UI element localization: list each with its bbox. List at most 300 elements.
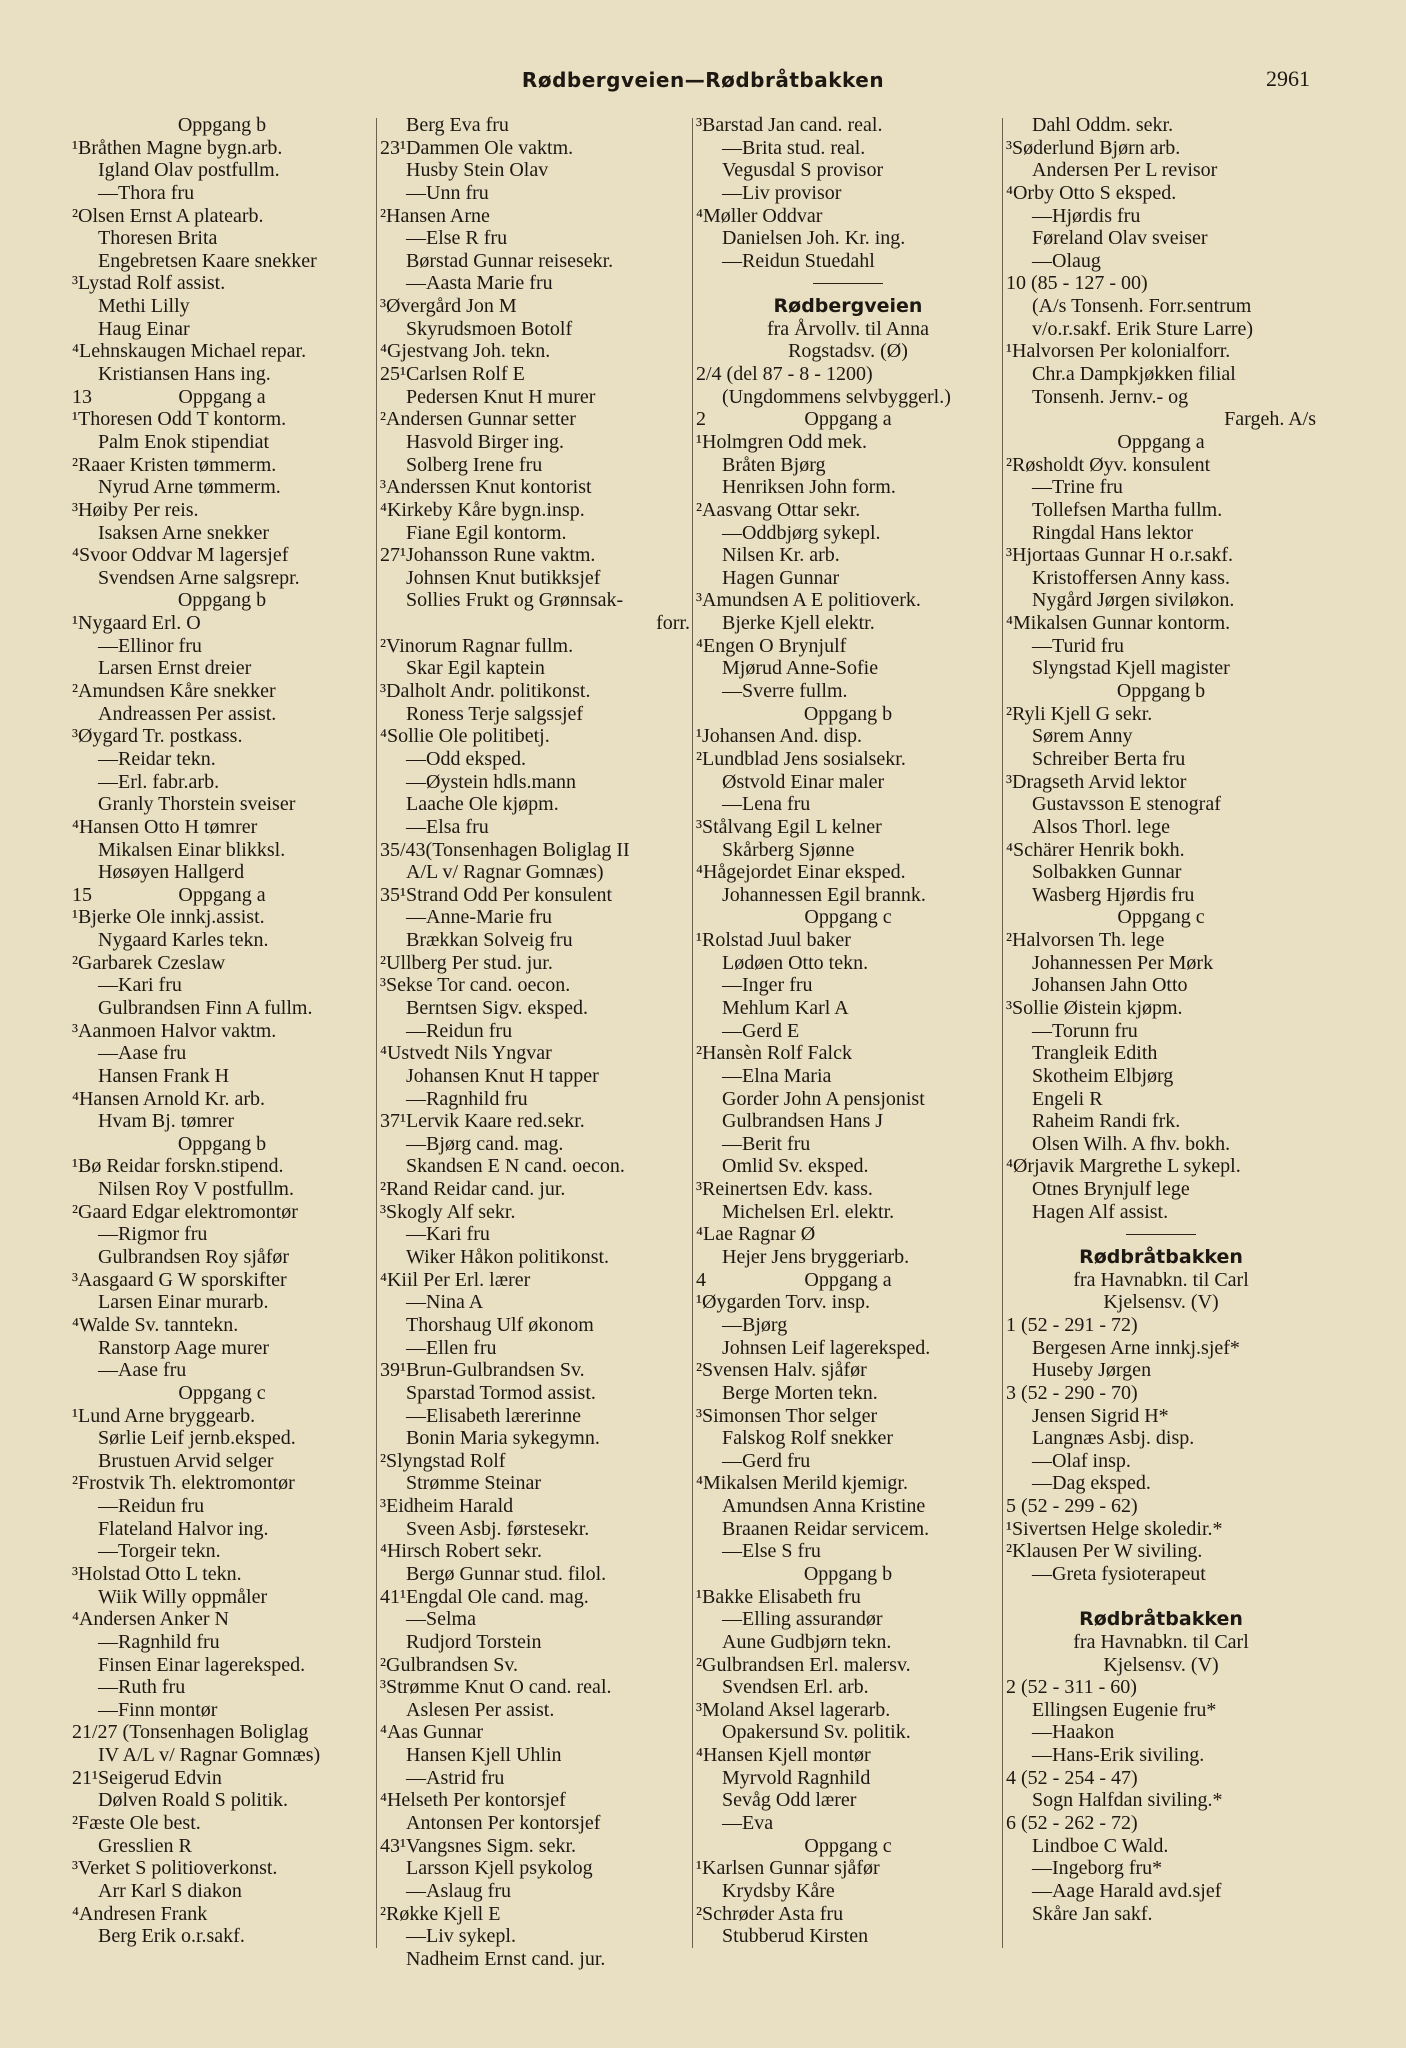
directory-entry: [72, 363, 372, 386]
street-heading: [696, 295, 1000, 318]
entry-text: —Olaug: [1032, 249, 1101, 272]
directory-entry: [72, 1835, 372, 1858]
entry-text: ⁴Hansen Arnold Kr. arb.: [72, 1087, 266, 1110]
directory-entry: [696, 227, 1000, 250]
entry-text: Larsson Kjell psykolog: [406, 1857, 593, 1880]
directory-entry: [72, 1246, 372, 1269]
directory-entry: [1006, 114, 1316, 137]
entry-text: Ranstorp Aage murer: [98, 1336, 270, 1359]
entry-text: ⁴Ustvedt Nils Yngvar: [380, 1042, 552, 1065]
entry-text: Berntsen Sigv. eksped.: [406, 996, 589, 1019]
entry-text: Skyrudsmoen Botolf: [406, 317, 573, 340]
entry-text: —Aasta Marie fru: [406, 272, 553, 295]
section-label: [72, 386, 372, 409]
directory-entry: [380, 522, 690, 545]
directory-entry: [72, 680, 372, 703]
directory-entry: [380, 182, 690, 205]
entry-text: ¹Johansen And. disp.: [696, 725, 862, 748]
directory-entry: [696, 1586, 1000, 1609]
directory-entry: [380, 340, 690, 363]
entry-text: Slyngstad Kjell magister: [1032, 657, 1230, 680]
entry-text: —Astrid fru: [406, 1766, 505, 1789]
entry-text: Pedersen Knut H murer: [406, 385, 596, 408]
entry-text: —Olaf insp.: [1032, 1449, 1131, 1472]
spacer: [1006, 1586, 1316, 1609]
directory-entry: [696, 522, 1000, 545]
directory-entry: [1006, 1744, 1316, 1767]
directory-entry: [72, 771, 372, 794]
directory-entry: [380, 861, 690, 884]
directory-entry: [380, 544, 690, 567]
entry-text: 21¹Seigerud Edvin: [72, 1766, 222, 1789]
entry-text: Igland Olav postfullm.: [98, 159, 280, 182]
entry-text: Henriksen John form.: [722, 476, 896, 499]
directory-entry: [696, 589, 1000, 612]
entry-text: ²Vinorum Ragnar fullm.: [380, 634, 574, 657]
directory-entry: [72, 1291, 372, 1314]
entry-text: Omlid Sv. eksped.: [722, 1155, 869, 1178]
directory-entry: [696, 1903, 1000, 1926]
directory-entry: [72, 1925, 372, 1948]
entry-text: ⁴Schärer Henrik bokh.: [1006, 838, 1185, 861]
directory-entry: [696, 1495, 1000, 1518]
directory-entry: [72, 952, 372, 975]
directory-entry: [696, 997, 1000, 1020]
directory-entry: [696, 1789, 1000, 1812]
directory-entry: [72, 522, 372, 545]
directory-entry: [1006, 363, 1316, 386]
entry-text: 21/27 (Tonsenhagen Boliglag: [72, 1721, 309, 1744]
directory-entry: [72, 1088, 372, 1111]
entry-text: Kristiansen Hans ing.: [98, 363, 271, 386]
entry-text: Ellingsen Eugenie fru*: [1032, 1698, 1217, 1721]
directory-entry: [380, 1133, 690, 1156]
entry-text: ⁴Hirsch Robert sekr.: [380, 1540, 542, 1563]
directory-entry: [380, 1246, 690, 1269]
directory-entry: [696, 1812, 1000, 1835]
directory-entry: [380, 1155, 690, 1178]
directory-entry: [72, 997, 372, 1020]
section-label: [1006, 1631, 1316, 1654]
entry-text: ²Halvorsen Th. lege: [1006, 929, 1165, 952]
entry-text: Johansen Knut H tapper: [406, 1064, 599, 1087]
entry-text: ⁴Hågejordet Einar eksped.: [696, 861, 906, 884]
directory-entry: [696, 1110, 1000, 1133]
entry-text: Larsen Einar murarb.: [98, 1291, 269, 1314]
entry-text: Johnsen Knut butikksjef: [406, 566, 601, 589]
directory-entry: [72, 748, 372, 771]
entry-text: Oppgang b: [1116, 680, 1206, 703]
section-label: [1006, 906, 1316, 929]
entry-text: ⁴Sollie Ole politibetj.: [380, 725, 550, 748]
entry-text: Hagen Alf assist.: [1032, 1200, 1169, 1223]
entry-text: Laache Ole kjøpm.: [406, 793, 559, 816]
entry-text: —Gerd E: [722, 1019, 800, 1042]
directory-entry: [696, 159, 1000, 182]
entry-text: Gulbrandsen Roy sjåfør: [98, 1246, 290, 1269]
entry-text: —Ellen fru: [406, 1336, 497, 1359]
directory-entry: [1006, 1405, 1316, 1428]
directory-entry: [380, 635, 690, 658]
entry-text: Kjelsensv. (V): [1103, 1653, 1219, 1676]
directory-entry: [72, 340, 372, 363]
entry-text: Haug Einar: [98, 317, 190, 340]
entry-text: Johansen Jahn Otto: [1032, 974, 1188, 997]
directory-entry: [1006, 1880, 1316, 1903]
entry-text: Solberg Irene fru: [406, 453, 543, 476]
directory-entry: [72, 272, 372, 295]
directory-entry: [380, 589, 690, 612]
entry-text: Lødøen Otto tekn.: [722, 951, 869, 974]
entry-text: Sevåg Odd lærer: [722, 1789, 857, 1812]
directory-entry: [696, 1654, 1000, 1677]
directory-entry: [1006, 1133, 1316, 1156]
entry-text: A/L v/ Ragnar Gomnæs): [406, 861, 604, 884]
entry-text: ³Reinertsen Edv. kass.: [696, 1178, 873, 1201]
directory-entry: [380, 1880, 690, 1903]
entry-text: ²Aasvang Ottar sekr.: [696, 498, 861, 521]
directory-entry: [1006, 1518, 1316, 1541]
directory-entry: [1006, 1903, 1316, 1926]
entry-text: —Reidun fru: [406, 1019, 513, 1042]
entry-text: ³Barstad Jan cand. real.: [696, 114, 883, 136]
directory-entry: [696, 771, 1000, 794]
entry-text: Lindboe C Wald.: [1032, 1834, 1169, 1857]
entry-text: Oppgang c: [1117, 906, 1205, 929]
entry-text: Nygård Jørgen siviløkon.: [1032, 589, 1235, 612]
house-number: 15: [72, 883, 92, 906]
directory-entry: [72, 1631, 372, 1654]
directory-entry: [1006, 816, 1316, 839]
entry-text: —Gerd fru: [722, 1449, 811, 1472]
street-heading: [1006, 1608, 1316, 1631]
entry-text: Kristoffersen Anny kass.: [1032, 566, 1230, 589]
directory-entry: [72, 1880, 372, 1903]
entry-text: ⁴Gjestvang Joh. tekn.: [380, 340, 551, 363]
entry-text: Oppgang b: [803, 702, 893, 725]
entry-text: ⁴Helseth Per kontorsjef: [380, 1789, 566, 1812]
directory-entry: [380, 816, 690, 839]
entry-text: Gorder John A pensjonist: [722, 1087, 925, 1110]
directory-entry: [696, 363, 1000, 386]
directory-entry: [380, 205, 690, 228]
directory-entry: [696, 1337, 1000, 1360]
entry-text: Østvold Einar maler: [722, 770, 885, 793]
entry-text: Johnsen Leif lagereksped.: [722, 1336, 931, 1359]
entry-text: Danielsen Joh. Kr. ing.: [722, 227, 906, 250]
directory-column-2: [380, 114, 690, 1971]
directory-entry: [1006, 544, 1316, 567]
section-label: [1006, 1269, 1316, 1292]
directory-entry: [380, 476, 690, 499]
entry-text: ⁴Kirkeby Kåre bygn.insp.: [380, 498, 585, 521]
entry-text: Granly Thorstein sveiser: [98, 793, 296, 816]
entry-text: 6 (52 - 262 - 72): [1006, 1812, 1138, 1835]
directory-entry: [1006, 522, 1316, 545]
entry-text: Svendsen Arne salgsrepr.: [98, 566, 300, 589]
entry-text: —Aase fru: [98, 1359, 187, 1382]
entry-text: Strømme Steinar: [406, 1472, 541, 1495]
entry-text: ³Verket S politioverkonst.: [72, 1857, 278, 1880]
directory-entry: [696, 635, 1000, 658]
directory-entry: [696, 1065, 1000, 1088]
entry-text: Berg Erik o.r.sakf.: [98, 1925, 245, 1948]
entry-text: ²Garbarek Czeslaw: [72, 951, 226, 974]
entry-text: Fargeh. A/s: [1224, 408, 1316, 431]
directory-entry: [380, 1291, 690, 1314]
directory-entry: [380, 454, 690, 477]
directory-entry: [1006, 1540, 1316, 1563]
entry-text: Oppgang a: [1117, 430, 1205, 453]
entry-text: ¹Sivertsen Helge skoledir.*: [1006, 1517, 1223, 1540]
entry-text: Bergesen Arne innkj.sjef*: [1032, 1336, 1240, 1359]
entry-text: ²Gulbrandsen Sv.: [380, 1653, 519, 1676]
entry-text: Nygaard Karles tekn.: [98, 929, 269, 952]
section-divider: [1006, 1223, 1316, 1246]
entry-text: Vegusdal S provisor: [722, 159, 884, 182]
entry-text: —Brita stud. real.: [722, 136, 866, 159]
directory-entry: [72, 1427, 372, 1450]
entry-text: ⁴Mikalsen Gunnar kontorm.: [1006, 612, 1231, 635]
entry-text: ²Hansèn Rolf Falck: [696, 1042, 852, 1065]
entry-text: —Haakon: [1032, 1721, 1115, 1744]
directory-entry: [72, 1065, 372, 1088]
directory-entry: [1006, 1337, 1316, 1360]
entry-text: Wiik Willy oppmåler: [98, 1585, 268, 1608]
entry-text: ³Strømme Knut O cand. real.: [380, 1676, 612, 1699]
entry-text: 35¹Strand Odd Per konsulent: [380, 883, 613, 906]
entry-text: ²Rand Reidar cand. jur.: [380, 1178, 566, 1201]
directory-entry: [380, 1337, 690, 1360]
entry-text: Hasvold Birger ing.: [406, 430, 564, 453]
entry-text: —Ragnhild fru: [98, 1630, 220, 1653]
directory-entry: [380, 1495, 690, 1518]
directory-entry: [72, 1495, 372, 1518]
entry-text: ¹Thoresen Odd T kontorm.: [72, 408, 287, 431]
entry-text: —Torgeir tekn.: [98, 1540, 221, 1563]
directory-entry: [380, 1744, 690, 1767]
entry-text: (Ungdommens selvbyggerl.): [722, 385, 951, 408]
directory-entry: [1006, 612, 1316, 635]
entry-text: Roness Terje salgssjef: [406, 702, 584, 725]
house-number: 2: [696, 408, 706, 431]
entry-text: Bjerke Kjell elektr.: [722, 612, 875, 635]
entry-text: Sogn Halfdan siviling.*: [1032, 1789, 1223, 1812]
directory-entry: [696, 499, 1000, 522]
entry-text: Fiane Egil kontorm.: [406, 521, 567, 544]
directory-entry: [72, 205, 372, 228]
entry-text: ²Raaer Kristen tømmerm.: [72, 453, 277, 476]
directory-entry: [72, 1586, 372, 1609]
directory-entry: [1006, 884, 1316, 907]
entry-text: Rødbråtbakken: [1079, 1608, 1243, 1631]
directory-entry-continuation: [380, 612, 690, 635]
directory-entry: [696, 1359, 1000, 1382]
directory-entry: [696, 1314, 1000, 1337]
directory-entry: [696, 952, 1000, 975]
entry-text: —Ingeborg fru*: [1032, 1857, 1163, 1880]
entry-text: —Dag eksped.: [1032, 1472, 1151, 1495]
directory-entry: [1006, 1088, 1316, 1111]
directory-entry: [696, 431, 1000, 454]
entry-text: 1 (52 - 291 - 72): [1006, 1313, 1138, 1336]
entry-text: Dahl Oddm. sekr.: [1032, 114, 1174, 136]
entry-text: Oppgang a: [178, 883, 266, 906]
entry-text: ¹Bjerke Ole innkj.assist.: [72, 906, 265, 929]
entry-text: Oppgang b: [177, 589, 267, 612]
directory-entry: [1006, 1676, 1316, 1699]
directory-entry: [1006, 839, 1316, 862]
entry-text: ²Klausen Per W siviling.: [1006, 1540, 1203, 1563]
directory-entry: [696, 1857, 1000, 1880]
entry-text: Wiker Håkon politikonst.: [406, 1246, 610, 1269]
entry-text: Hagen Gunnar: [722, 566, 840, 589]
directory-entry: [380, 318, 690, 341]
entry-text: ³Lystad Rolf assist.: [72, 272, 226, 295]
entry-text: Berg Eva fru: [406, 114, 509, 136]
directory-entry: [72, 793, 372, 816]
entry-text: ³Aasgaard G W sporskifter: [72, 1268, 287, 1291]
directory-entry: [72, 1903, 372, 1926]
section-label: [72, 589, 372, 612]
entry-text: Kjelsensv. (V): [1103, 1291, 1219, 1314]
house-number: 13: [72, 385, 92, 408]
entry-text: Skårberg Sjønne: [722, 838, 855, 861]
entry-text: Sveen Asbj. førstesekr.: [406, 1517, 590, 1540]
page-number: 2961: [1266, 66, 1310, 91]
directory-entry: [1006, 1450, 1316, 1473]
entry-text: Rødbråtbakken: [1079, 1246, 1243, 1269]
entry-text: Mehlum Karl A: [722, 996, 849, 1019]
directory-entry: [72, 1450, 372, 1473]
directory-entry: [696, 1631, 1000, 1654]
directory-entry: [696, 386, 1000, 409]
directory-entry: [696, 1246, 1000, 1269]
entry-text: Gresslien R: [98, 1834, 192, 1857]
directory-entry: [72, 1337, 372, 1360]
entry-text: Myrvold Ragnhild: [722, 1766, 871, 1789]
entry-text: Gulbrandsen Finn A fullm.: [98, 996, 313, 1019]
house-number: 4: [696, 1268, 706, 1291]
entry-text: Isaksen Arne snekker: [98, 521, 270, 544]
entry-text: Gulbrandsen Hans J: [722, 1110, 884, 1133]
directory-entry: [380, 1314, 690, 1337]
entry-text: Larsen Ernst dreier: [98, 657, 252, 680]
directory-entry: [696, 725, 1000, 748]
directory-entry: [72, 1110, 372, 1133]
section-label: [1006, 431, 1316, 454]
entry-text: ¹Bakke Elisabeth fru: [696, 1585, 861, 1608]
directory-entry: [72, 1155, 372, 1178]
directory-entry: [72, 861, 372, 884]
entry-text: —Hjørdis fru: [1032, 204, 1141, 227]
directory-entry: [380, 1223, 690, 1246]
directory-entry: [696, 182, 1000, 205]
entry-text: ⁴Andresen Frank: [72, 1902, 208, 1925]
directory-entry: [380, 431, 690, 454]
directory-entry: [380, 295, 690, 318]
directory-entry: [72, 974, 372, 997]
directory-entry: [380, 1042, 690, 1065]
entry-text: ¹Øygarden Torv. insp.: [696, 1291, 871, 1314]
directory-entry: [1006, 1201, 1316, 1224]
directory-entry: [696, 137, 1000, 160]
directory-entry: [1006, 1857, 1316, 1880]
directory-entry: [380, 1699, 690, 1722]
entry-text: Oppgang c: [178, 1381, 266, 1404]
directory-entry: [380, 1925, 690, 1948]
directory-entry: [72, 1405, 372, 1428]
directory-entry: [380, 1450, 690, 1473]
entry-text: v/o.r.sakf. Erik Sture Larre): [1032, 317, 1254, 340]
entry-text: fra Årvollv. til Anna: [766, 317, 929, 340]
directory-entry: [380, 227, 690, 250]
entry-text: ⁴Mikalsen Merild kjemigr.: [696, 1472, 908, 1495]
directory-entry: [380, 1427, 690, 1450]
entry-text: Johannessen Per Mørk: [1032, 951, 1214, 974]
directory-entry: [696, 114, 1000, 137]
entry-text: ¹Bø Reidar forskn.stipend.: [72, 1155, 284, 1178]
entry-text: (A/s Tonsenh. Forr.sentrum: [1032, 295, 1252, 318]
directory-entry: [380, 997, 690, 1020]
entry-text: Gustavsson E stenograf: [1032, 793, 1221, 816]
entry-text: Skar Egil kaptein: [406, 657, 545, 680]
directory-entry: [1006, 771, 1316, 794]
entry-text: ¹Bråthen Magne bygn.arb.: [72, 136, 283, 159]
directory-entry: [380, 1201, 690, 1224]
entry-text: Palm Enok stipendiat: [98, 430, 270, 453]
entry-text: —Liv provisor: [722, 181, 842, 204]
entry-text: 37¹Lervik Kaare red.sekr.: [380, 1110, 585, 1133]
directory-entry: [380, 1472, 690, 1495]
entry-text: ²Røsholdt Øyv. konsulent: [1006, 453, 1211, 476]
entry-text: ²Gaard Edgar elektromontør: [72, 1200, 298, 1223]
entry-text: Thoresen Brita: [98, 227, 218, 250]
directory-entry: [380, 1382, 690, 1405]
directory-entry: [380, 1812, 690, 1835]
entry-text: 39¹Brun-Gulbrandsen Sv.: [380, 1359, 585, 1382]
directory-entry: [380, 906, 690, 929]
directory-entry: [380, 1065, 690, 1088]
directory-entry: [72, 567, 372, 590]
directory-entry: [696, 1223, 1000, 1246]
entry-text: Alsos Thorl. lege: [1032, 815, 1170, 838]
directory-entry: [72, 906, 372, 929]
directory-entry: [72, 703, 372, 726]
entry-text: Raheim Randi frk.: [1032, 1110, 1181, 1133]
directory-entry: [696, 1201, 1000, 1224]
section-divider: [696, 272, 1000, 295]
entry-text: ⁴Walde Sv. tanntekn.: [72, 1313, 239, 1336]
directory-entry: [380, 1359, 690, 1382]
entry-text: ¹Rolstad Juul baker: [696, 929, 851, 952]
entry-text: 2/4 (del 87 - 8 - 1200): [696, 363, 873, 386]
entry-text: —Sverre fullm.: [722, 680, 848, 703]
entry-text: —Unn fru: [406, 181, 489, 204]
page-header: [0, 66, 1406, 102]
entry-text: —Turid fru: [1032, 634, 1125, 657]
directory-entry: [72, 657, 372, 680]
directory-entry: [72, 725, 372, 748]
section-label: [696, 318, 1000, 341]
entry-text: 2 (52 - 311 - 60): [1006, 1676, 1137, 1699]
entry-text: Tollefsen Martha fullm.: [1032, 498, 1223, 521]
directory-entry: [1006, 205, 1316, 228]
entry-text: Mikalsen Einar blikksl.: [98, 838, 286, 861]
entry-text: Rudjord Torstein: [406, 1630, 542, 1653]
directory-entry: [72, 1472, 372, 1495]
directory-entry: [72, 476, 372, 499]
